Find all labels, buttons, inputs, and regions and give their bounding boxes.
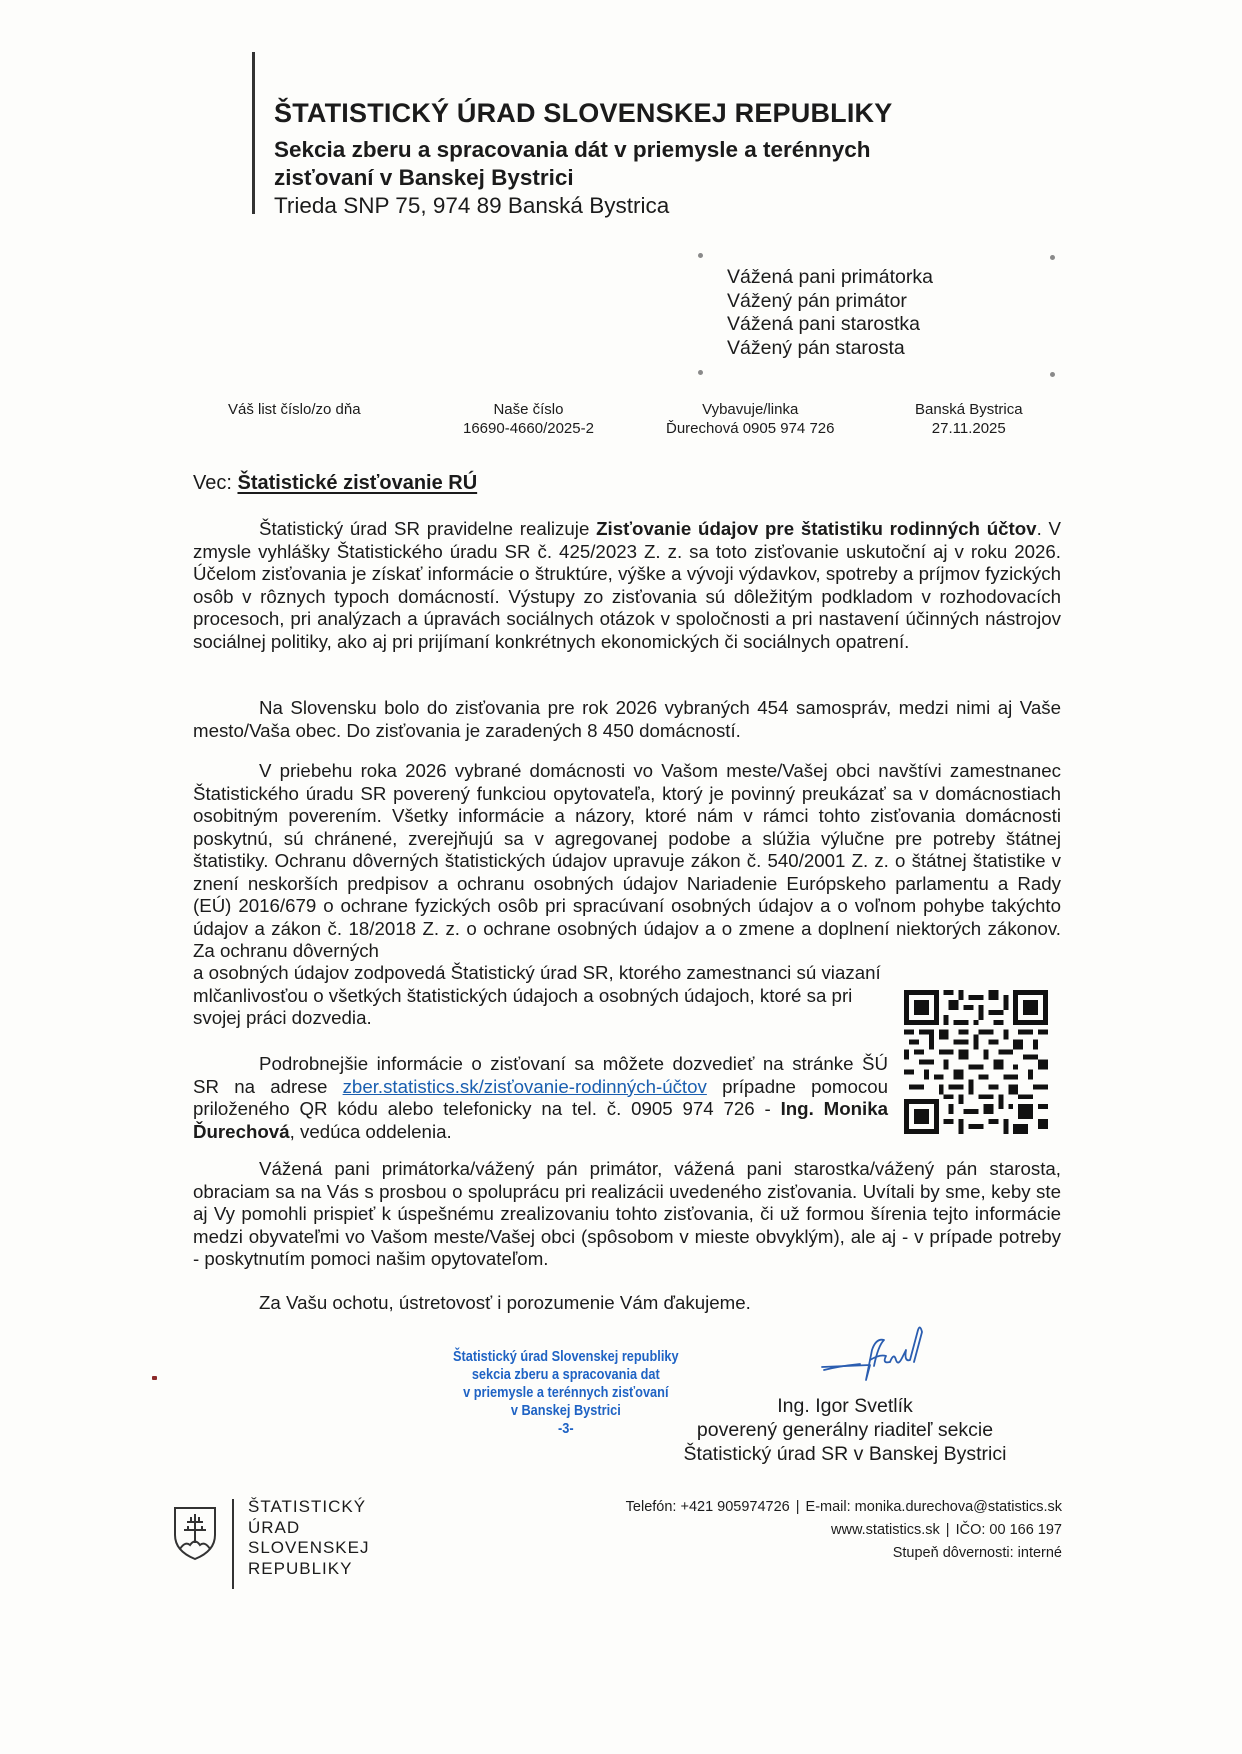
body-paragraph-1 [193, 518, 1061, 653]
footer-logo-divider [232, 1499, 234, 1589]
footer-web[interactable]: www.statistics.sk [831, 1522, 940, 1538]
subject-prefix: Vec: [193, 472, 232, 494]
body-paragraph-5: Vážená pani primátorka/vážený pán primátor, vážená pani starostka/vážený pán starosta, obraciam sa na Vás s prosbou o spoluprácu pri realizácii uvedeného zisťovania. Uvítali by sme, keby ste aj Vy pomohli prispieť k úspešnému zrealizovaniu tohto zisťovania, či už formou šírenia tejto informácie medzi obyvateľmi vo Vašom meste/Vašej obci (spôsobom v mieste obvyklým), ale aj - v prípade potreby - poskytnutím pomoci našim opytovateľom. [193, 1158, 1061, 1269]
letterhead-address: Trieda SNP 75, 974 89 Banská Bystrica [274, 193, 670, 218]
footer-org-name [248, 1497, 370, 1579]
body-paragraph-2: Na Slovensku bolo do zisťovania pre rok 2026 vybraných 454 samospráv, medzi nimi aj Vaše mesto/Vaša obec. Do zisťovania je zaradených 8 450 domácností. [193, 697, 1061, 741]
recipient-line: Vážený pán starosta [727, 336, 905, 359]
body-paragraph-6: Za Vašu ochotu, ústretovosť i porozumenie Vám ďakujeme. [259, 1292, 751, 1313]
stamp-line: v Banskej Bystrici [510, 1403, 621, 1419]
qr-code-icon [904, 990, 1048, 1134]
signer-name: Ing. Igor Svetlík [777, 1395, 913, 1417]
survey-name: Zisťovanie údajov pre štatistiku rodinných účtov [596, 518, 1037, 539]
letterhead-divider [252, 52, 255, 214]
envelope-mark [1050, 372, 1055, 377]
handwritten-signature-icon [800, 1320, 950, 1390]
ref-label: Vybavuje/linka [702, 401, 799, 418]
recipient-address [727, 266, 933, 360]
ref-our-number [463, 400, 594, 438]
ref-label: Váš list číslo/zo dňa [228, 401, 361, 418]
stamp-line: sekcia zberu a spracovania dat [471, 1367, 660, 1383]
letterhead-section-line1: Sekcia zberu a spracovania dát v priemysle a terénnych [274, 137, 871, 162]
ref-value: 27.11.2025 [931, 420, 1006, 437]
ref-label: Naše číslo [493, 401, 564, 418]
footer-phone: Telefón: +421 905974726 [625, 1499, 790, 1515]
letterhead-section [274, 136, 871, 192]
letterhead-section-line2: zisťovaní v Banskej Bystrici [274, 165, 574, 190]
separator: | [945, 1522, 950, 1538]
signer-org: Štatistický úrad SR v Banskej Bystrici [683, 1443, 1007, 1465]
body-paragraph-3: V priebehu roka 2026 vybrané domácnosti vo Vašom meste/Vašej obci navštívi zamestnanec Štatistického úradu SR poverený funkciou opytovateľa, ktorý je povinný preukázať sa v domácnostiach osobitným poverením. Všetky informácie a názory, ktoré nám v rámci tohto zisťovania domácnosti poskytnú, sú chránené, zverejňujú sa v agregovanej podobe a slúžia výlučne pre potreby štátnej štatistiky. Ochranu dôverných štatistických údajov upravuje zákon č. 540/2001 Z. z. o štátnej štatistike v znení neskorších predpisov a ochranu osobných údajov Nariadenie Európskeho parlamentu a Rady (EÚ) 2016/679 o ochrane fyzických osôb pri spracúvaní osobných údajov a o voľnom pohybe takýchto údajov a zákon č. 18/2018 Z. z. o ochrane osobných údajov a o zmene a doplnení niektorých zákonov. Za ochranu dôverných [193, 760, 1061, 961]
footer-confidentiality: Stupeň dôvernosti: interné [892, 1545, 1062, 1561]
coat-of-arms-icon [172, 1505, 218, 1561]
stamp-line: Štatistický úrad Slovenskej republiky [453, 1349, 679, 1365]
signer-block [640, 1394, 1050, 1466]
ref-label: Banská Bystrica [915, 401, 1023, 418]
footer-contact [626, 1496, 1062, 1565]
body-paragraph-3-cont: a osobných údajov zodpovedá Štatistický úrad SR, ktorého zamestnanci sú viazaní mlčanlivosťou o všetkých štatistických údajoch a osobných údajoch, ktoré sa pri svojej práci dozvedia. [193, 962, 881, 1028]
recipient-line: Vážená pani primátorka [727, 266, 933, 288]
letterhead-title: ŠTATISTICKÝ ÚRAD SLOVENSKEJ REPUBLIKY [274, 98, 893, 128]
ref-place-date [915, 400, 1023, 438]
envelope-mark [698, 253, 703, 258]
footer-ico: IČO: 00 166 197 [955, 1522, 1062, 1538]
org-line: SLOVENSKEJ [248, 1538, 370, 1557]
contact-person: Ing. Monika Ďurechová [193, 1098, 888, 1142]
separator: | [795, 1499, 800, 1515]
envelope-mark [1050, 255, 1055, 260]
footer-email[interactable]: E-mail: monika.durechova@statistics.sk [805, 1499, 1062, 1515]
subject-line [193, 472, 477, 495]
ref-value: 16690-4660/2025-2 [463, 420, 594, 437]
envelope-mark [698, 370, 703, 375]
text: , vedúca oddelenia. [289, 1120, 452, 1142]
org-line: ŠTATISTICKÝ [248, 1497, 367, 1516]
recipient-line: Vážená pani starostka [727, 313, 920, 335]
ref-handled-by [666, 400, 834, 438]
stamp-line: v priemysle a terénnych zisťovaní [463, 1385, 669, 1401]
subject-text: Štatistické zisťovanie RÚ [237, 472, 478, 494]
signer-role: poverený generálny riaditeľ sekcie [696, 1419, 994, 1441]
ref-your-letter [228, 400, 361, 419]
body-paragraph-4 [193, 1053, 888, 1143]
scan-speck [152, 1376, 157, 1380]
survey-info-link[interactable]: zber.statistics.sk/zisťovanie-rodinných-účtov [342, 1075, 707, 1097]
text: Podrobnejšie informácie o zisťovaní sa môžete dozvedieť na stránke ŠÚ SR na adrese [193, 1053, 888, 1097]
recipient-line: Vážený pán primátor [727, 289, 907, 312]
text: . V zmysle vyhlášky Štatistického úradu SR č. 425/2023 Z. z. sa toto zisťovanie uskutoční aj v roku 2026. Účelom zisťovania je získať informácie o štruktúre, výške a vývoji výdavkov, spotreby a príjmov fyzických osôb v rôznych typoch domácností. Výstupy zo zisťovania sú dôležitým podkladom v rozhodovacích procesoch, pri analýzach a úpravách sociálnych otázok v spoločnosti a pri nastavení účinných nástrojov sociálnej politiky, ako aj pri prijímaní konkrétnych ekonomických či sociálnych opatrení. [193, 518, 1061, 652]
text: Štatistický úrad SR pravidelne realizuje [259, 518, 597, 539]
ref-value: Ďurechová 0905 974 726 [666, 420, 835, 437]
org-line: ÚRAD [248, 1517, 301, 1537]
org-line: REPUBLIKY [248, 1558, 353, 1578]
text: prípadne pomocou priloženého QR kódu alebo telefonicky na tel. č. 0905 974 726 - [193, 1075, 888, 1119]
stamp-line: -3- [557, 1421, 574, 1437]
